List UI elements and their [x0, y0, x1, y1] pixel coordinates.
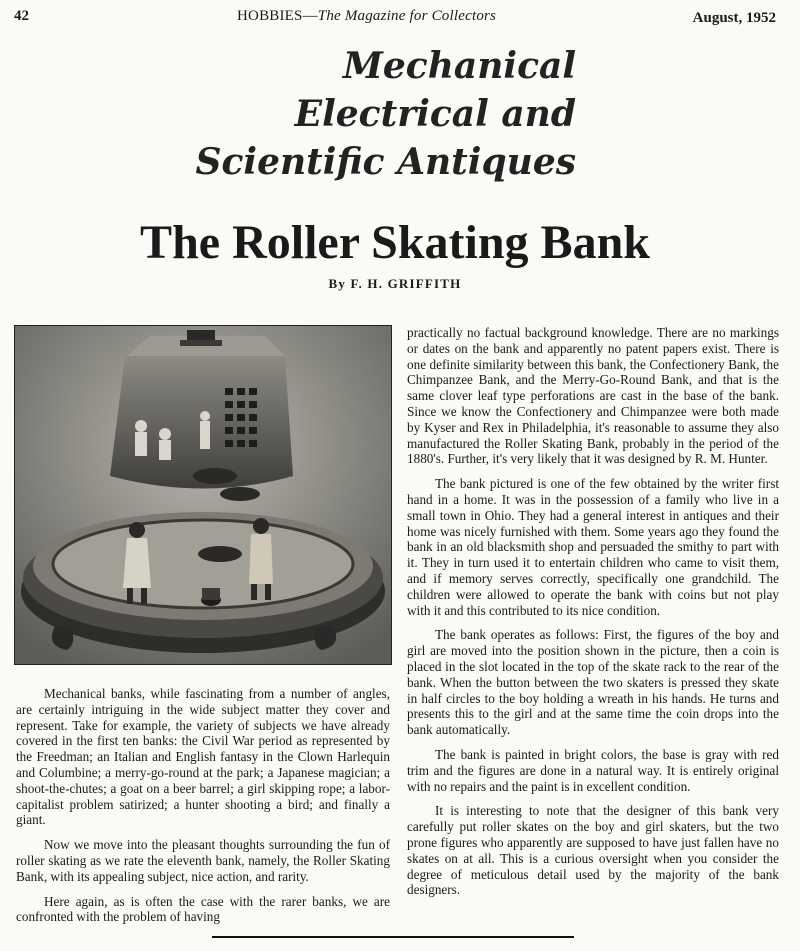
issue-date: August, 1952	[692, 10, 776, 26]
article-byline: By F. H. GRIFFITH	[328, 276, 462, 291]
paragraph: It is interesting to note that the designer of this bank very carefully put roller skates on the boy and girl skaters, but the two prone figures who apparently are supposed to have just fallen have no skates on at all. This is a curious oversight when you consider the degree of meticulous detail used by the majority of the bank designers.	[407, 803, 779, 898]
section-heading	[195, 42, 576, 186]
bank-illustration	[15, 326, 391, 664]
paragraph: Now we move into the pleasant thoughts surrounding the fun of roller skating as we rate the eleventh bank, namely, the Roller Skating Bank, with its appealing subject, nice action, and rarity.	[16, 837, 390, 884]
section-heading-line: Mechanical	[343, 45, 576, 87]
publication-name: HOBBIES—	[237, 8, 318, 24]
publication-title	[237, 8, 496, 25]
publication-tagline: The Magazine for Collectors	[317, 8, 497, 24]
article-title: The Roller Skating Bank	[140, 216, 650, 269]
section-heading-line: Scientific Antiques	[195, 141, 576, 183]
paragraph: Here again, as is often the case with the rarer banks, we are confronted with the problem of having	[16, 893, 390, 925]
right-text-column	[407, 325, 779, 907]
roller-skating-bank-photo	[14, 325, 392, 665]
paragraph: The bank operates as follows: First, the figures of the boy and girl are moved into the position shown in the picture, then a coin is placed in the slot located in the top of the skate rack to the rear of the bank. When the button between the two skaters is pressed they skate in half circles to the boy holding a wreath in his hands. He turns and presents this to the girl and at the same time the coin drops into the bank automatically.	[407, 627, 779, 738]
section-heading-line: Electrical and	[294, 93, 576, 135]
left-text-column	[16, 686, 390, 934]
paragraph: practically no factual background knowledge. There are no markings or dates on the bank and apparently no patent papers exist. There is one definite similarity between this bank, the Confectionery Bank, the Chimpanzee Bank, and the Merry-Go-Round Bank, and that is the same clover leaf type perforations are cast in the base of the bank. Since we know the Confectionery and Chimpanzee were both made by Kyser and Rex in Philadelphia, it's reasonable to assume they also manufactured the Roller Skating Bank, probably in the period of the 1880's. Further, it's very likely that it was designed by R. M. Hunter.	[407, 325, 779, 467]
paragraph: Mechanical banks, while fascinating from a number of angles, are certainly intriguing in the wide subject matter they cover and represent. Take for example, the variety of subjects we have already covered in the first ten banks: the Civil War period as represented by the Freedman; an Italian and English fantasy in the Clown Harlequin and Columbine; a merry-go-round at the park; a Japanese magician; a shoot-the-chutes; a goat on a beer barrel; a girl skipping rope; a labor-capitalist problem satirized; a hunter shooting a bird; and finally a giant.	[16, 686, 390, 828]
page-number: 42	[14, 8, 29, 24]
paragraph: The bank is painted in bright colors, the base is gray with red trim and the figures are done in a natural way. It is entirely original with no repairs and the paint is in excellent condition.	[407, 746, 779, 794]
bottom-rule	[212, 936, 574, 938]
running-header	[14, 8, 776, 28]
paragraph: The bank pictured is one of the few obtained by the writer first hand in a home. It was in the possession of a family who live in a small town in Ohio. They had a general interest in antiques and their home was nicely furnished with them. Some years ago they found the bank in an old blacksmith shop and persuaded the smithy to part with it. They in turn used it to entertain children who came to visit them, and if memory serves correctly, specifically one grandchild. The children were allowed to operate the bank with coins but not play with it and this contributed to its nice condition.	[407, 476, 779, 618]
